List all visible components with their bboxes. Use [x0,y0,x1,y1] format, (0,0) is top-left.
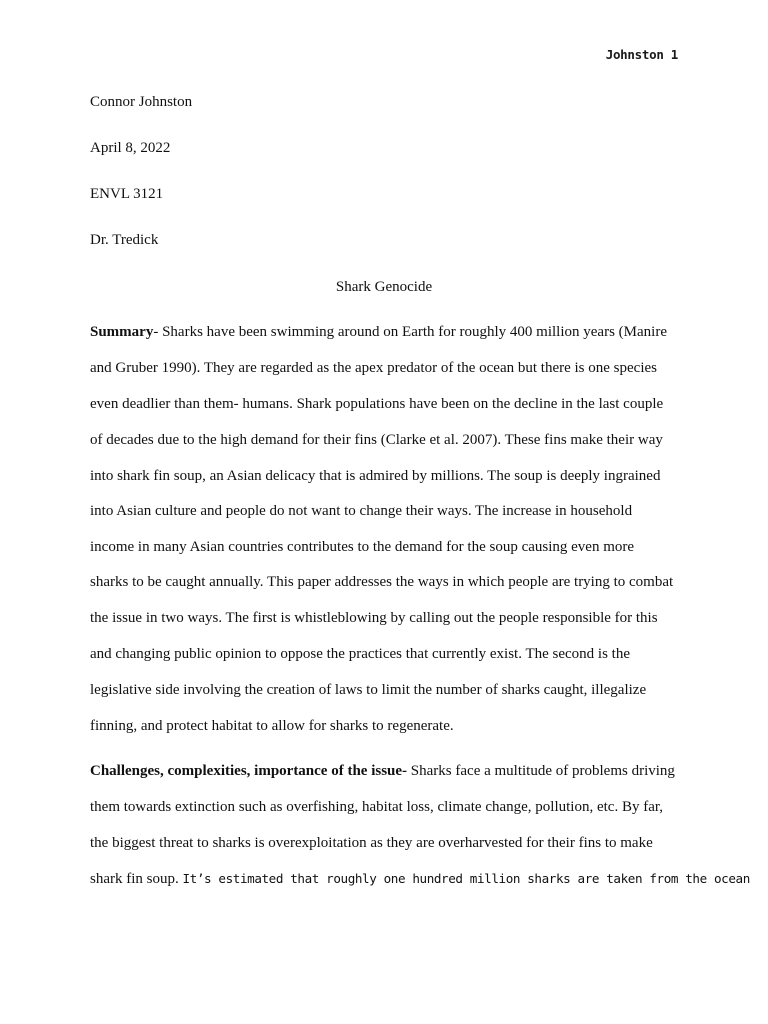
summary-line: into shark fin soup, an Asian delicacy that is admired by millions. The soup is deeply ingrained [90,468,661,484]
summary-line: the issue in two ways. The first is whistleblowing by calling out the people responsible for this [90,610,658,626]
challenges-line: Challenges, complexities, importance of the issue- Sharks face a multitude of problems driving [90,763,675,779]
summary-heading: Summary [90,324,154,340]
course-code: ENVL 3121 [90,186,164,202]
running-head: Johnston 1 [605,47,678,62]
summary-line: even deadlier than them- humans. Shark populations have been on the decline in the last couple [90,396,664,412]
summary-line: into Asian culture and people do not want to change their ways. The increase in household [90,503,633,519]
summary-line: income in many Asian countries contributes to the demand for the soup causing even more [90,539,635,555]
challenges-heading: Challenges, complexities, importance of the issue- [90,763,408,779]
summary-line: and Gruber 1990). They are regarded as the apex predator of the ocean but there is one species [90,360,657,376]
summary-line: of decades due to the high demand for their fins (Clarke et al. 2007). These fins make their way [90,432,663,448]
paper-title: Shark Genocide [335,279,433,295]
challenges-line: them towards extinction such as overfishing, habitat loss, climate change, pollution, etc. By far, [90,799,664,815]
paper-date: April 8, 2022 [90,140,171,156]
summary-line: sharks to be caught annually. This paper addresses the ways in which people are trying to combat [90,574,674,590]
author-name: Connor Johnston [90,94,193,110]
summary-line: Summary- Sharks have been swimming around on Earth for roughly 400 million years (Manire [90,324,667,340]
summary-line: finning, and protect habitat to allow for sharks to regenerate. [90,718,454,734]
challenges-line: shark fin soup. It’s estimated that roughly one hundred million sharks are taken from the ocean [90,871,750,887]
instructor-name: Dr. Tredick [90,232,159,248]
challenges-line: the biggest threat to sharks is overexploitation as they are overharvested for their fins to make [90,835,653,851]
summary-line: legislative side involving the creation of laws to limit the number of sharks caught, illegalize [90,682,647,698]
summary-line: and changing public opinion to oppose the practices that currently exist. The second is the [90,646,630,662]
